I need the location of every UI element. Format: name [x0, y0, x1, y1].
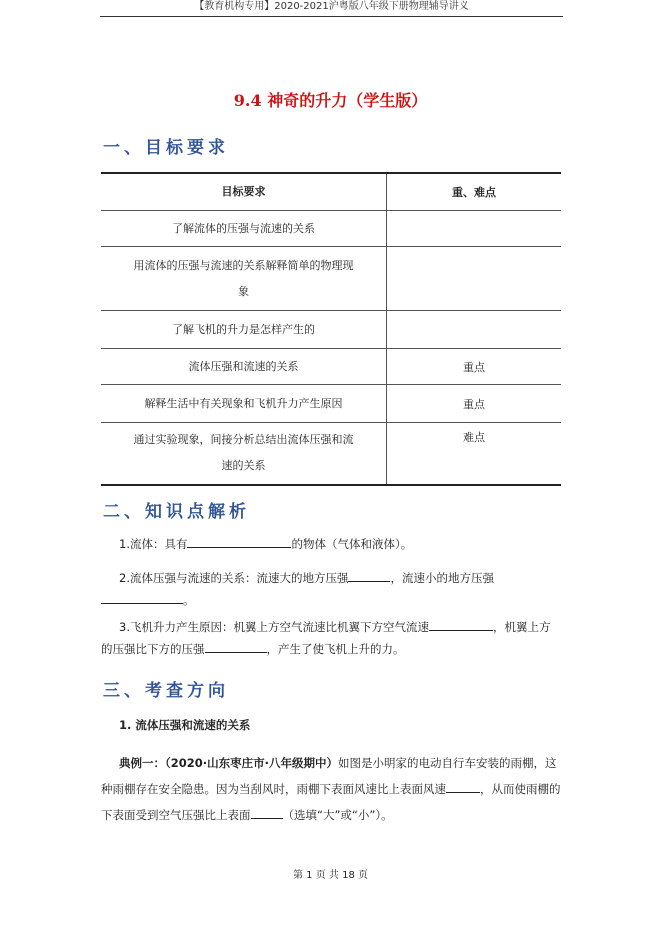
text: 的物体（气体和液体）。: [291, 537, 413, 551]
level-cell: 重点: [386, 349, 561, 385]
section-heading-goals: 一、目标要求: [103, 138, 229, 158]
answer-blank[interactable]: [205, 640, 267, 653]
text: 种雨棚存在安全隐患。因为当刮风时，雨棚下表面风速比上表面风速: [101, 782, 446, 796]
answer-blank[interactable]: [446, 780, 480, 793]
table-row: [101, 311, 561, 349]
answer-blank[interactable]: [348, 569, 390, 582]
knowledge-item-3: [101, 616, 561, 660]
text: 1.流体：具有: [119, 537, 188, 551]
page-title: 9.4 神奇的升力（学生版）: [233, 91, 428, 110]
text: ，产生了使飞机上升的力。: [266, 642, 405, 656]
table-header-level: 重、难点: [386, 173, 561, 211]
goal-cell: 用流体的压强与流速的关系解释简单的物理现象: [101, 247, 386, 311]
page-header: 【教育机构专用】2020-2021沪粤版八年级下册物理辅导讲义: [100, 0, 563, 17]
text: 2.流体压强与流速的关系：流速大的地方压强: [119, 571, 349, 585]
text: 。: [183, 593, 195, 607]
goals-table: [101, 172, 561, 486]
text: （选填“大”或“小”）。: [282, 808, 393, 822]
answer-blank[interactable]: [429, 618, 493, 631]
goal-cell: 解释生活中有关现象和飞机升力产生原因: [101, 385, 386, 423]
page-footer: 第 1 页 共 18 页: [293, 870, 368, 881]
table-header-row: [101, 173, 561, 211]
goal-cell: 了解流体的压强与流速的关系: [101, 211, 386, 247]
text: 如图是小明家的电动自行车安装的雨棚，这: [338, 756, 557, 770]
level-cell: [386, 247, 561, 311]
section-heading-exam: 三、考查方向: [103, 681, 229, 701]
example-label: 典例一：: [119, 756, 165, 770]
level-cell: [386, 211, 561, 247]
text: 下表面受到空气压强比上表面: [101, 808, 251, 822]
section-heading-knowledge: 二、知识点解析: [103, 502, 250, 522]
knowledge-item-1: [119, 533, 559, 555]
goal-cell: 了解飞机的升力是怎样产生的: [101, 311, 386, 349]
answer-blank[interactable]: [101, 591, 183, 604]
exam-subtitle: 1. 流体压强和流速的关系: [119, 718, 251, 732]
goal-cell: 通过实验现象，间接分析总结出流体压强和流速的关系: [101, 423, 386, 485]
table-row: [101, 247, 561, 311]
knowledge-item-2: [101, 567, 561, 611]
level-cell: 重点: [386, 385, 561, 423]
text: ，流速小的地方压强: [390, 571, 494, 585]
example-paragraph: [101, 750, 561, 828]
table-row: [101, 349, 561, 385]
goal-cell: 流体压强和流速的关系: [101, 349, 386, 385]
answer-blank[interactable]: [187, 535, 291, 548]
text: 的压强比下方的压强: [101, 642, 205, 656]
text: 3.飞机升力产生原因：机翼上方空气流速比机翼下方空气流速: [119, 620, 429, 634]
table-header-goal: 目标要求: [101, 173, 386, 211]
text: ，从而使雨棚的: [480, 782, 561, 796]
example-source: （2020·山东枣庄市·八年级期中）: [165, 756, 338, 770]
table-row: [101, 423, 561, 485]
text: ，机翼上方: [492, 620, 551, 634]
table-row: [101, 211, 561, 247]
level-cell: 难点: [386, 423, 561, 485]
answer-blank[interactable]: [251, 806, 283, 819]
table-row: [101, 385, 561, 423]
level-cell: [386, 311, 561, 349]
